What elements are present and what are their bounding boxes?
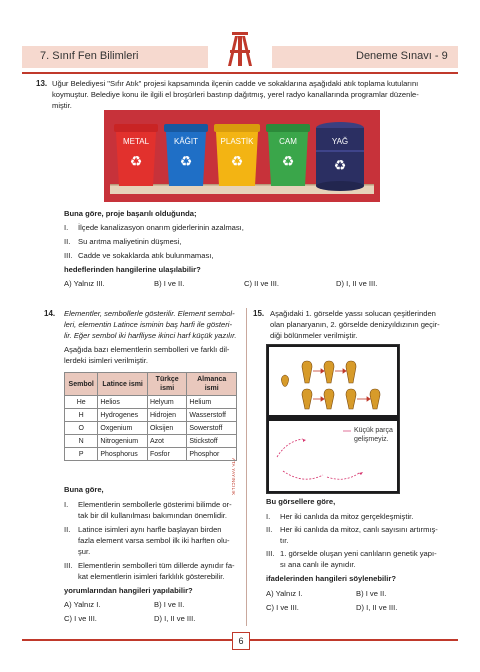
q15-intro-line: diği bölünmeler verilmiştir. [270, 331, 358, 340]
q14-option-a[interactable]: A) Yalnız I. [64, 600, 101, 609]
table-cell: Phosphor [187, 448, 237, 461]
regeneration-figures [266, 344, 400, 494]
table-cell: Helyum [147, 396, 186, 409]
q15-option-d[interactable]: D) I, II ve III. [356, 603, 398, 612]
bin-kagit [164, 124, 208, 186]
q14-lead [64, 344, 229, 366]
q13-stem-line: miştir. [52, 101, 72, 110]
q14-item-line: fazla element varsa sembol ilk iki harften olu- [78, 536, 230, 545]
q14-item [64, 499, 232, 521]
table-cell: P [65, 448, 98, 461]
q13-question: hedeflerinden hangilerine ulaşılabilir? [64, 265, 201, 274]
table-cell: H [65, 409, 98, 422]
q13-option-a[interactable]: A) Yalnız III. [64, 279, 105, 288]
q15-intro-line: olan planaryanın, 2. görselde denizyıldızının geçir- [270, 320, 440, 329]
publisher-logo [222, 30, 258, 70]
table-header: Latince ismi [98, 373, 148, 396]
bin-metal-label: METAL [122, 137, 150, 146]
q14-lead-line: lerdeki isimleri verilmiştir. [64, 356, 148, 365]
table-cell: N [65, 435, 98, 448]
starfish-caption [354, 426, 393, 444]
q14-intro-line: Elementler, sembollerle gösterilir. Element sembol- [64, 309, 235, 318]
barrel-yag [316, 122, 364, 191]
q14-option-d[interactable]: D) I, II ve III. [154, 614, 196, 623]
q14-item-line: Latince isimleri aynı harfle başlayan birden [78, 525, 222, 534]
q14-item-line: Elementlerin sembollerle gösterimi bilimde or- [78, 500, 232, 509]
q13-option-b[interactable]: B) I ve II. [154, 279, 185, 288]
bin-plastik-label: PLASTİK [220, 137, 254, 146]
column-divider [246, 308, 247, 626]
table-cell: He [65, 396, 98, 409]
q15-option-b[interactable]: B) I ve II. [356, 589, 387, 598]
q15-item-number: I. [266, 512, 271, 521]
q13-number: 13. [36, 79, 48, 88]
page-number: 6 [232, 632, 250, 650]
q15-item [266, 548, 437, 570]
recycle-icon: ♻ [333, 157, 347, 173]
q14-intro-line: leri, elementin Latince isminin baş harfi ile gösteri- [64, 320, 232, 329]
q15-item-line: tır. [280, 536, 289, 545]
q14-item-number: I. [64, 500, 69, 509]
table-cell: Oksijen [147, 422, 186, 435]
bin-cam-label: CAM [279, 137, 297, 146]
q14-prompt: Buna göre, [64, 485, 104, 494]
q14-item-line: tak bir dil kullanılması bakımından önemlidir. [78, 511, 227, 520]
table-cell: Sowerstoff [187, 422, 237, 435]
q13-stem [52, 78, 462, 111]
recycle-icon: ♻ [281, 153, 295, 169]
q13-item [64, 250, 214, 261]
table-header: Almanca ismi [187, 373, 237, 396]
bin-metal [114, 124, 158, 186]
bin-cam [266, 124, 310, 186]
q15-option-c[interactable]: C) I ve III. [266, 603, 299, 612]
q15-item-number: II. [266, 525, 273, 534]
q15-intro-line: Aşağıdaki 1. görselde yassı solucan çeşitlerinden [270, 309, 436, 318]
q14-item [64, 560, 235, 582]
header-rule [22, 72, 458, 74]
table-cell: Hidrojen [147, 409, 186, 422]
barrel-yag-label: YAĞ [331, 137, 349, 146]
q13-option-c[interactable]: C) II ve III. [244, 279, 280, 288]
table-cell: Wasserstoff [187, 409, 237, 422]
recycle-icon: ♻ [230, 153, 244, 169]
exam-title: Deneme Sınavı - 9 [356, 50, 448, 62]
q14-item-line: şur. [78, 547, 91, 556]
table-header: Türkçe ismi [147, 373, 186, 396]
table-header: Sembol [65, 373, 98, 396]
q13-stem-line: koymuştur. Belediye konu ile ilgili el broşürleri bastırıp dağıtmış, yerel radyo kanallarında programlar düzenle- [52, 90, 419, 99]
recycling-bins-illustration [104, 110, 380, 202]
table-row [65, 422, 237, 435]
q14-lead-line: Aşağıda bazı elementlerin sembolleri ve farklı dil- [64, 345, 230, 354]
q13-item-number: II. [64, 237, 71, 246]
q14-item-line: kat elementlerin isimleri farklılık gösterebilir. [78, 572, 225, 581]
q13-item-text: İlçede kanalizasyon onarım giderlerinin azalması, [78, 223, 244, 232]
q14-item-number: II. [64, 525, 71, 534]
q14-option-c[interactable]: C) I ve III. [64, 614, 97, 623]
q13-option-d[interactable]: D) I, II ve III. [336, 279, 378, 288]
table-cell: Oxgenium [98, 422, 148, 435]
q15-item-line: Her iki canlıda da mitoz gerçekleşmiştir. [280, 512, 414, 521]
table-cell: Phosphorus [98, 448, 148, 461]
q13-item [64, 236, 181, 247]
table-cell: Helium [187, 396, 237, 409]
publisher-side-label: ATA YAYINCILIK [231, 458, 236, 496]
q15-number: 15. [253, 309, 265, 318]
q14-intro [64, 308, 236, 341]
table-cell: Nitrogenium [98, 435, 148, 448]
q15-item-number: III. [266, 549, 275, 558]
elements-table [64, 372, 237, 461]
q14-item-line: Elementlerin sembolleri tüm dillerde aynıdır fa- [78, 561, 235, 570]
q14-question: yorumlarından hangileri yapılabilir? [64, 586, 193, 595]
q14-number: 14. [44, 309, 56, 318]
table-cell: O [65, 422, 98, 435]
starfish-caption-line: Küçük parça [354, 427, 393, 434]
q13-stem-line: Uğur Belediyesi "Sıfır Atık" projesi kapsamında ilçenin cadde ve sokaklarına aşağıdaki atık toplama kutularını [52, 79, 419, 88]
q13-item-number: I. [64, 223, 69, 232]
table-cell: Azot [147, 435, 186, 448]
q15-item-line: Her iki canlıda da mitoz, canlı sayısını artırmış- [280, 525, 438, 534]
starfish-caption-line: gelişmeyiz. [354, 436, 389, 443]
q15-item [266, 524, 438, 546]
q15-option-a[interactable]: A) Yalnız I. [266, 589, 303, 598]
q14-intro-line: lir. Eğer sembol iki harfliyse ikinci harf küçük yazılır. [64, 331, 237, 340]
q13-item-text: Cadde ve sokaklarda atık bulunmaması, [78, 251, 214, 260]
q13-item [64, 222, 244, 233]
bin-plastik [214, 124, 260, 186]
table-row [65, 409, 237, 422]
subject-title: 7. Sınıf Fen Bilimleri [40, 50, 139, 62]
recycle-icon: ♻ [179, 153, 193, 169]
q13-item-text: Su arıtma maliyetinin düşmesi, [78, 237, 182, 246]
table-row [65, 435, 237, 448]
q15-item [266, 511, 413, 522]
table-row [65, 396, 237, 409]
table-cell: Hydrogenes [98, 409, 148, 422]
q13-prompt: Buna göre, proje başarılı olduğunda; [64, 209, 197, 218]
recycle-icon: ♻ [129, 153, 143, 169]
q14-item [64, 524, 230, 557]
q15-question: ifadelerinden hangileri söylenebilir? [266, 574, 396, 583]
q15-intro [270, 308, 440, 341]
q15-prompt: Bu görsellere göre, [266, 497, 336, 506]
q14-item-number: III. [64, 561, 73, 570]
q15-item-line: 1. görselde oluşan yeni canlıların genetik yapı- [280, 549, 437, 558]
q13-item-number: III. [64, 251, 73, 260]
q15-item-line: sı ana canlı ile aynıdır. [280, 560, 356, 569]
q14-option-b[interactable]: B) I ve II. [154, 600, 185, 609]
table-row [65, 448, 237, 461]
table-cell: Fosfor [147, 448, 186, 461]
table-cell: Helios [98, 396, 148, 409]
table-header-row [65, 373, 237, 396]
bin-kagit-label: KÂĞIT [173, 137, 199, 146]
table-cell: Stickstoff [187, 435, 237, 448]
